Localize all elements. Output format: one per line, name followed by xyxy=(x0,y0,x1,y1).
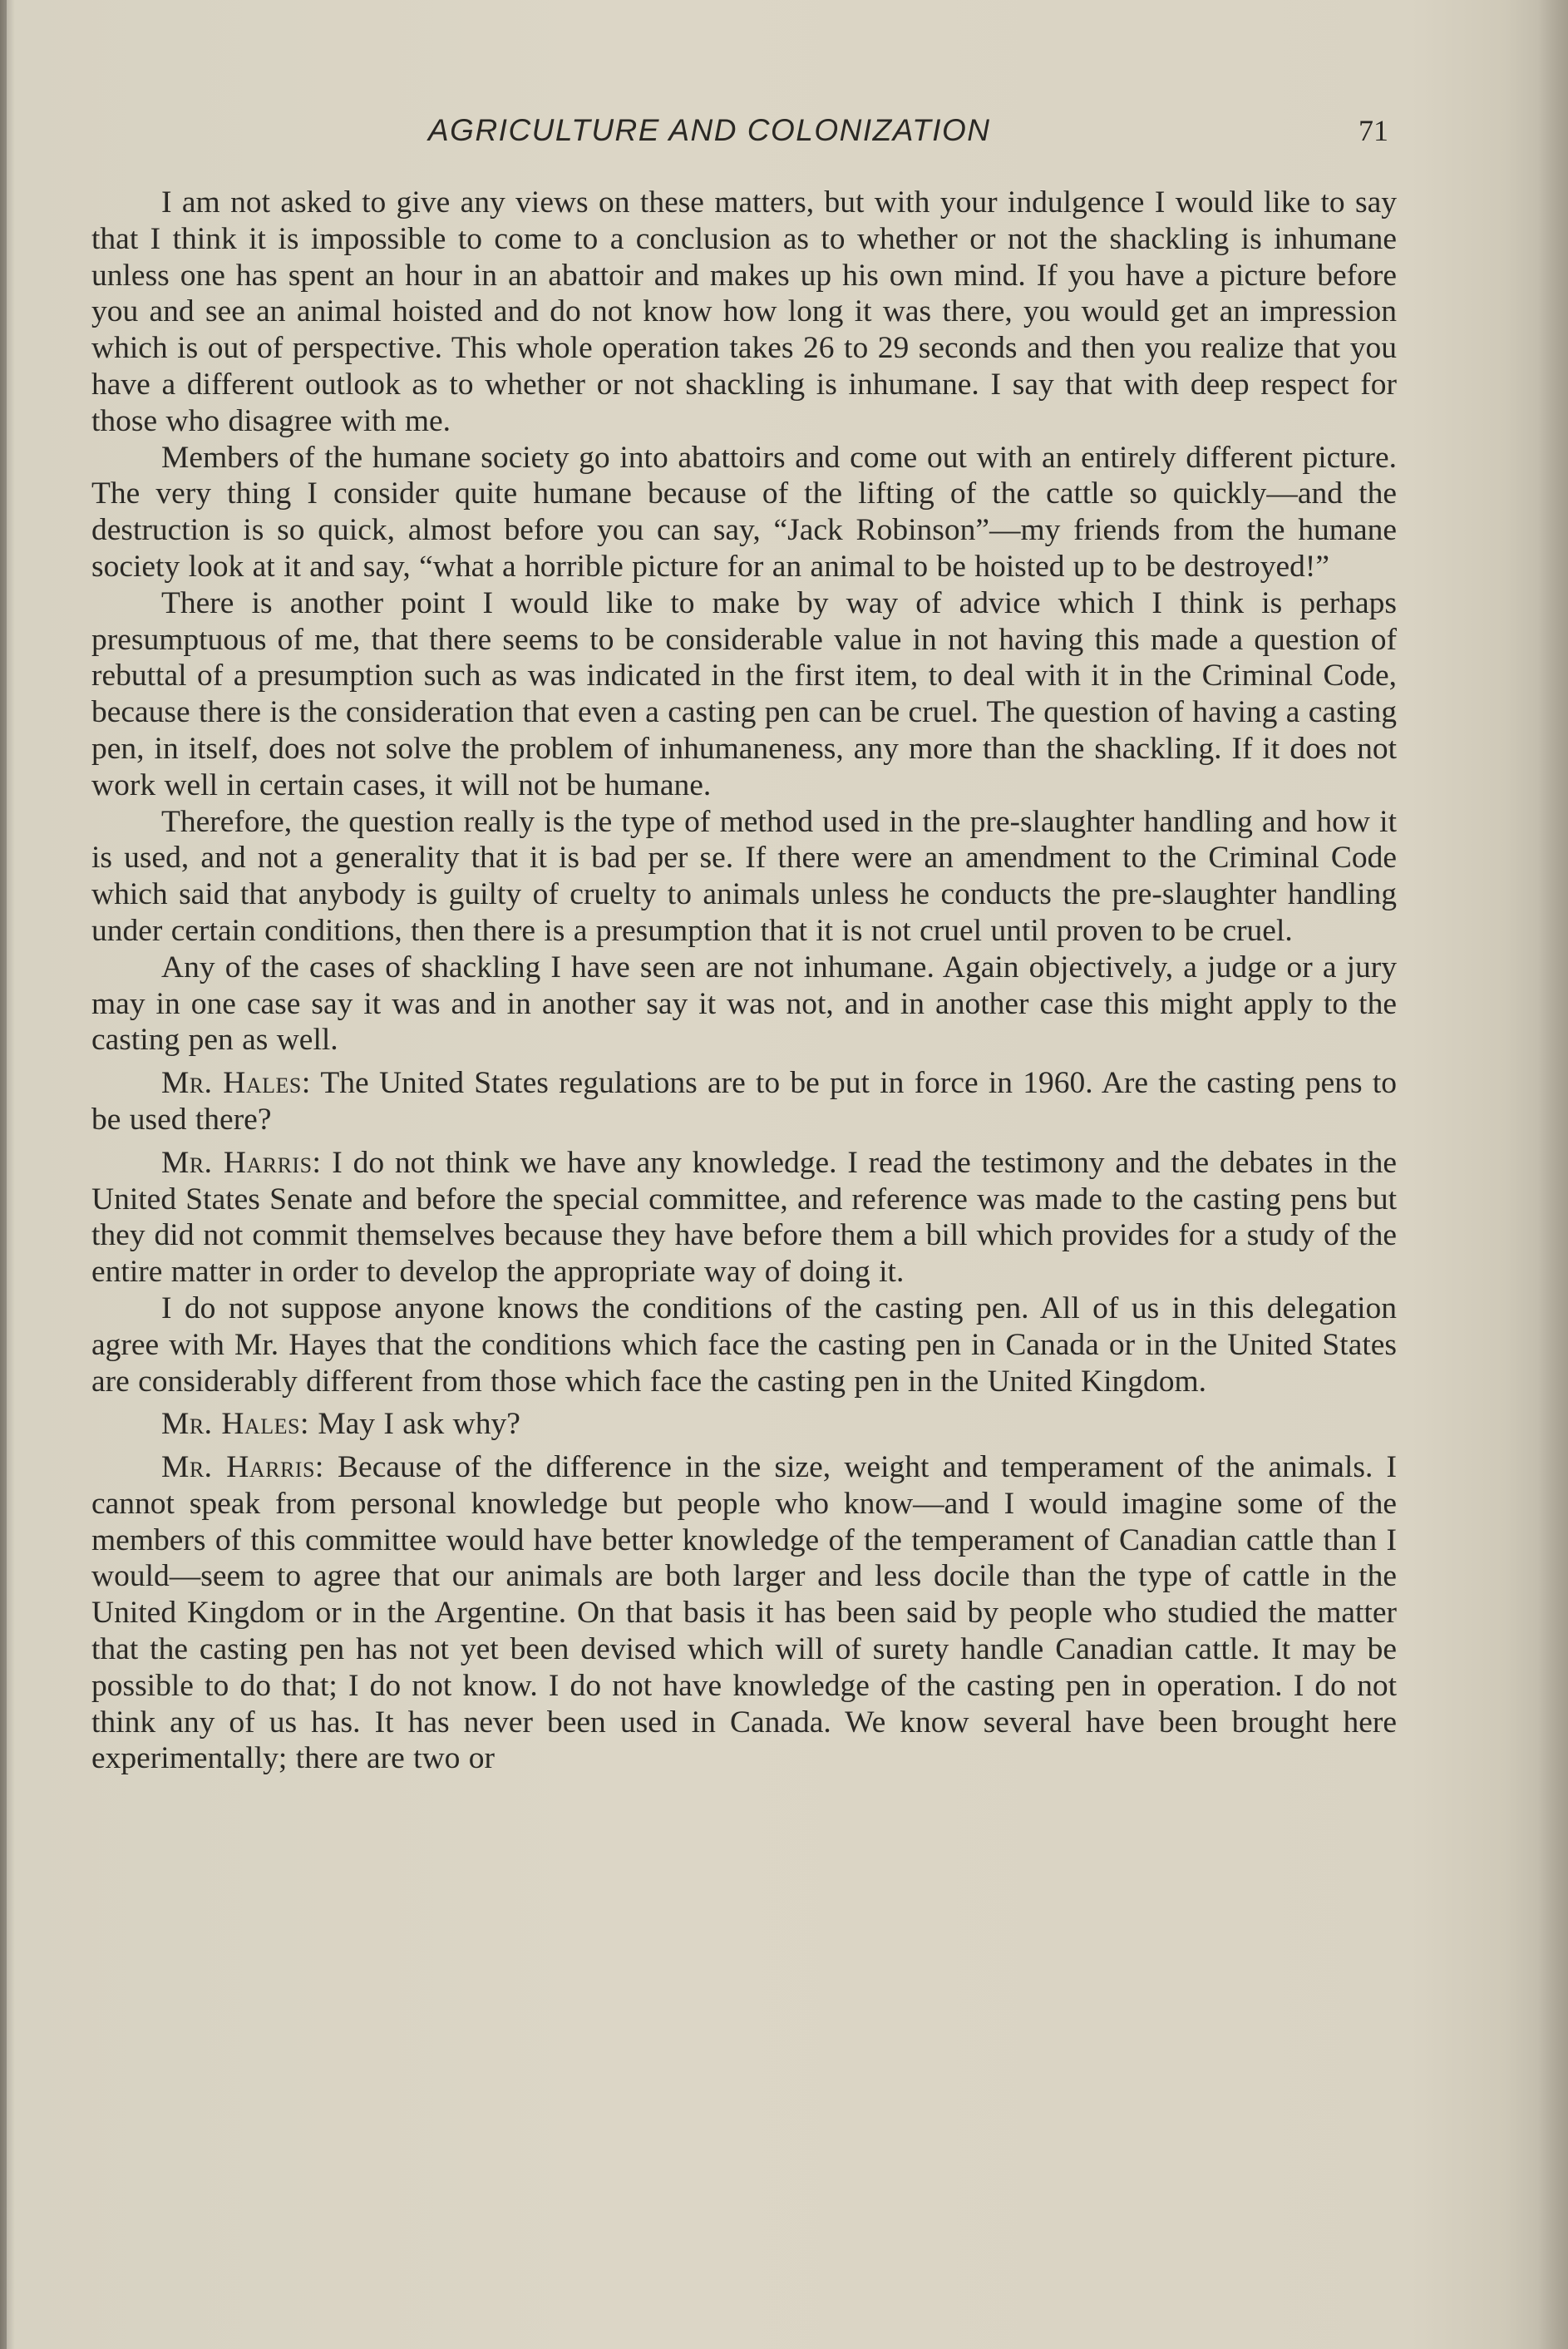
paragraph-text: Any of the cases of shackling I have seen are not inhumane. Again objectively, a judge or a jury may in one case say it was and in another say it was not, and in another case this might apply to the casting pen as well. xyxy=(91,950,1397,1058)
paragraph-7 xyxy=(91,1145,1397,1290)
paragraph-8 xyxy=(91,1290,1397,1399)
paragraph-1 xyxy=(91,185,1397,440)
speaker-name: Mr. Harris: xyxy=(161,1145,322,1180)
paragraph-text: There is another point I would like to make by way of advice which I think is perhaps presumptuous of me, that there seems to be considerable value in not having this made a question of rebuttal of a presumption such as was indicated in the first item, to deal with it in the Criminal Code, because there is the consideration that even a casting pen can be cruel. The question of having a casting pen, in itself, does not solve the problem of inhumaneness, any more than the shackling. If it does not work well in certain cases, it will not be humane. xyxy=(91,585,1397,802)
paragraph-text: The United States regulations are to be put in force in 1960. Are the casting pens to be used there? xyxy=(91,1066,1397,1137)
paragraph-10 xyxy=(91,1449,1397,1777)
paragraph-9 xyxy=(91,1406,1397,1443)
paragraph-text: May I ask why? xyxy=(318,1407,520,1442)
running-title: AGRICULTURE AND COLONIZATION xyxy=(428,113,991,147)
paragraph-2 xyxy=(91,440,1397,585)
paragraph-text: Therefore, the question really is the type of method used in the pre-slaughter handling and how it is used, and not a generality that it is bad per se. If there were an amendment to the Criminal Code which said that anybody is guilty of cruelty to animals unless he conducts the pre-slaughter handling under certain conditions, then there is a presumption that it is not cruel until proven to be cruel. xyxy=(91,804,1397,948)
paragraph-text: Members of the humane society go into abattoirs and come out with an entirely different picture. The very thing I consider quite humane because of the lifting of the cattle so quickly—and the destruction is so quick, almost before you can say, “Jack Robinson”—my friends from the humane society look at it and say, “what a horrible picture for an animal to be hoisted up to be destroyed!” xyxy=(91,440,1397,584)
speaker-name: Mr. Hales: xyxy=(161,1066,311,1101)
page-edge-shadow xyxy=(1538,0,1568,2349)
speaker-name: Mr. Hales: xyxy=(161,1407,309,1442)
paragraph-text: I do not suppose anyone knows the conditions of the casting pen. All of us in this delegation agree with Mr. Hayes that the conditions which face the casting pen in Canada or in the United States are considerably different from those which face the casting pen in the United Kingdom. xyxy=(91,1290,1397,1399)
page-number: 71 xyxy=(1358,114,1388,147)
paragraph-3 xyxy=(91,585,1397,804)
paragraph-4 xyxy=(91,804,1397,950)
speaker-name: Mr. Harris: xyxy=(161,1450,324,1485)
paragraph-text: I am not asked to give any views on these matters, but with your indulgence I would like to say that I think it is impossible to come to a conclusion as to whether or not the shackling is inhumane unless one has spent an hour in an abattoir and makes up his own mind. If you have a picture before you and see an animal hoisted and do not know how long it was there, you would get an impression which is out of perspective. This whole operation takes 26 to 29 seconds and then you realize that you have a different outlook as to whether or not shackling is inhumane. I say that with deep respect for those who disagree with me. xyxy=(91,185,1397,438)
page-spine-shadow xyxy=(0,0,7,2349)
paragraph-text: Because of the difference in the size, weight and temperament of the animals. I cannot speak from personal knowledge but people who know—and I would imagine some of the members of this committee would have better knowledge of the temperament of Canadian cattle than I would—seem to agree that our animals are both larger and less docile than the type of cattle in the United Kingdom or in the Argentine. On that basis it has been said by people who studied the matter that the casting pen has not yet been devised which will of surety handle Canadian cattle. It may be possible to do that; I do not know. I do not have knowledge of the casting pen in operation. I do not think any of us has. It has never been used in Canada. We know several have been brought here experimentally; there are two or xyxy=(91,1450,1398,1776)
paragraph-5 xyxy=(91,950,1397,1059)
page-header xyxy=(91,113,1388,155)
body-text xyxy=(91,185,1397,1777)
paragraph-6 xyxy=(91,1065,1397,1138)
paragraph-text: I do not think we have any knowledge. I read the testimony and the debates in the United States Senate and before the special committee, and reference was made to the casting pens but they did not commit themselves because they have before them a bill which provides for a study of the entire matter in order to develop the appropriate way of doing it. xyxy=(91,1145,1397,1290)
